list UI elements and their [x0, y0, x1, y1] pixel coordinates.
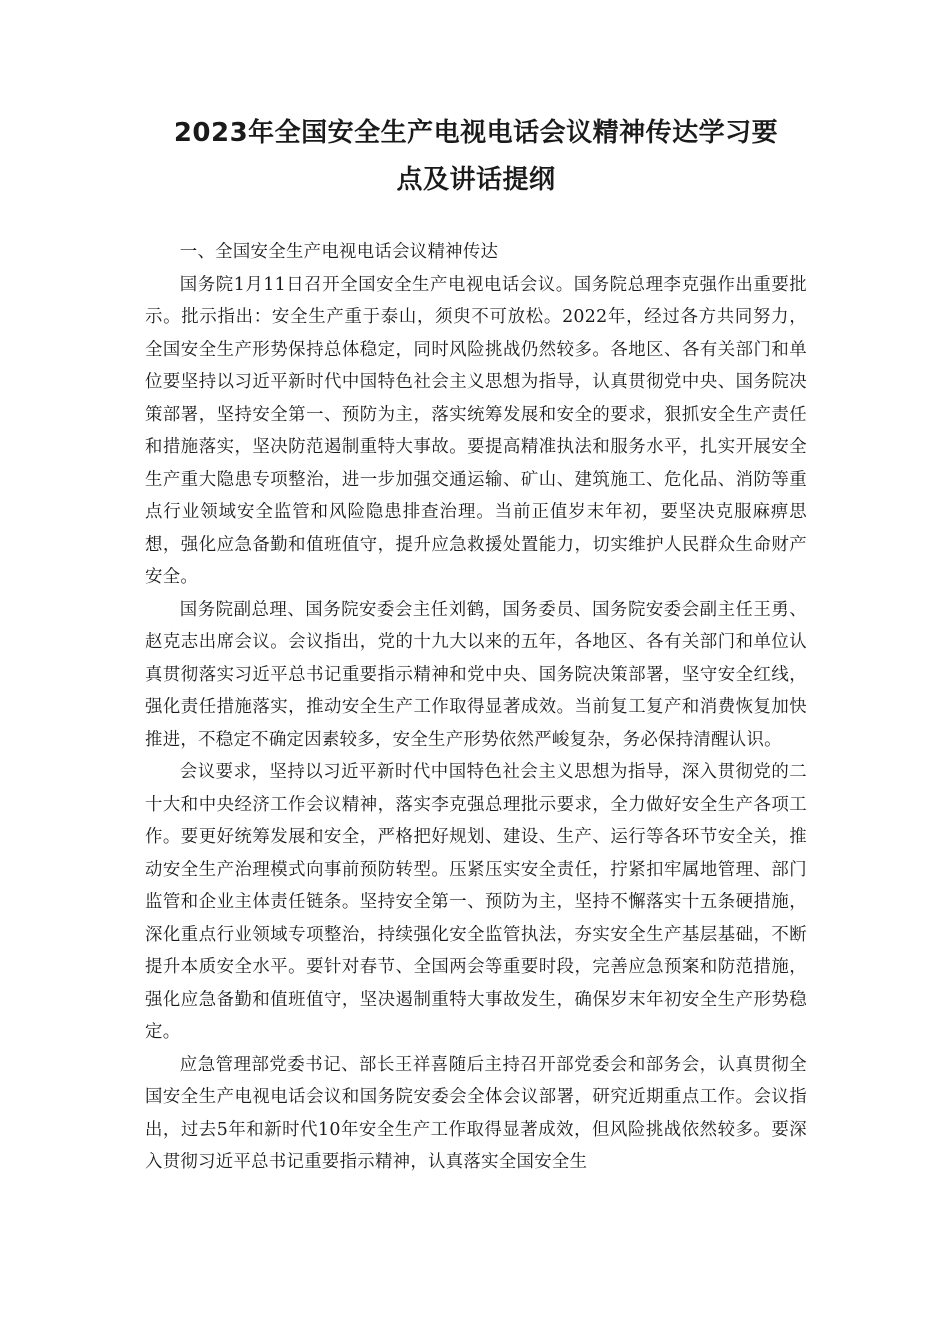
document-title — [145, 110, 807, 204]
paragraph: 会议要求，坚持以习近平新时代中国特色社会主义思想为指导，深入贯彻党的二十大和中央经济工作会议精神，落实李克强总理批示要求，全力做好安全生产各项工作。要更好统筹发展和安全，严格把好规划、建设、生产、运行等各环节安全关，推动安全生产治理模式向事前预防转型。压紧压实安全责任，拧紧扣牢属地管理、部门监管和企业主体责任链条。坚持安全第一、预防为主，坚持不懈落实十五条硬措施，深化重点行业领域专项整治，持续强化安全监管执法，夯实安全生产基层基础，不断提升本质安全水平。要针对春节、全国两会等重要时段，完善应急预案和防范措施，强化应急备勤和值班值守，坚决遏制重特大事故发生，确保岁末年初安全生产形势稳定。 — [145, 762, 807, 1042]
paragraph: 国务院1月11日召开全国安全生产电视电话会议。国务院总理李克强作出重要批示。批示指出：安全生产重于泰山，须臾不可放松。2022年，经过各方共同努力，全国安全生产形势保持总体稳定，同时风险挑战仍然较多。各地区、各有关部门和单位要坚持以习近平新时代中国特色社会主义思想为指导，认真贯彻党中央、国务院决策部署，坚持安全第一、预防为主，落实统筹发展和安全的要求，狠抓安全生产责任和措施落实，坚决防范遏制重特大事故。要提高精准执法和服务水平，扎实开展安全生产重大隐患专项整治，进一步加强交通运输、矿山、建筑施工、危化品、消防等重点行业领域安全监管和风险隐患排查治理。当前正值岁末年初，要坚决克服麻痹思想，强化应急备勤和值班值守，提升应急救援处置能力，切实维护人民群众生命财产安全。 — [145, 274, 807, 587]
paragraph: 应急管理部党委书记、部长王祥喜随后主持召开部党委会和部务会，认真贯彻全国安全生产电视电话会议和国务院安委会全体会议部署，研究近期重点工作。会议指出，过去5年和新时代10年安全生产工作取得显著成效，但风险挑战依然较多。要深入贯彻习近平总书记重要指示精神，认真落实全国安全生 — [145, 1054, 807, 1172]
title-line-2: 点及讲话提纲 — [396, 165, 556, 195]
paragraph: 国务院副总理、国务院安委会主任刘鹤，国务委员、国务院安委会副主任王勇、赵克志出席会议。会议指出，党的十九大以来的五年，各地区、各有关部门和单位认真贯彻落实习近平总书记重要指示精神和党中央、国务院决策部署，坚守安全红线，强化责任措施落实，推动安全生产工作取得显著成效。当前复工复产和消费恢复加快推进，不稳定不确定因素较多，安全生产形势依然严峻复杂，务必保持清醒认识。 — [145, 599, 807, 750]
title-line-1: 2023年全国安全生产电视电话会议精神传达学习要 — [173, 118, 779, 148]
section-heading: 一、全国安全生产电视电话会议精神传达 — [179, 242, 499, 262]
document-page — [145, 110, 807, 1179]
document-body — [145, 236, 807, 1179]
